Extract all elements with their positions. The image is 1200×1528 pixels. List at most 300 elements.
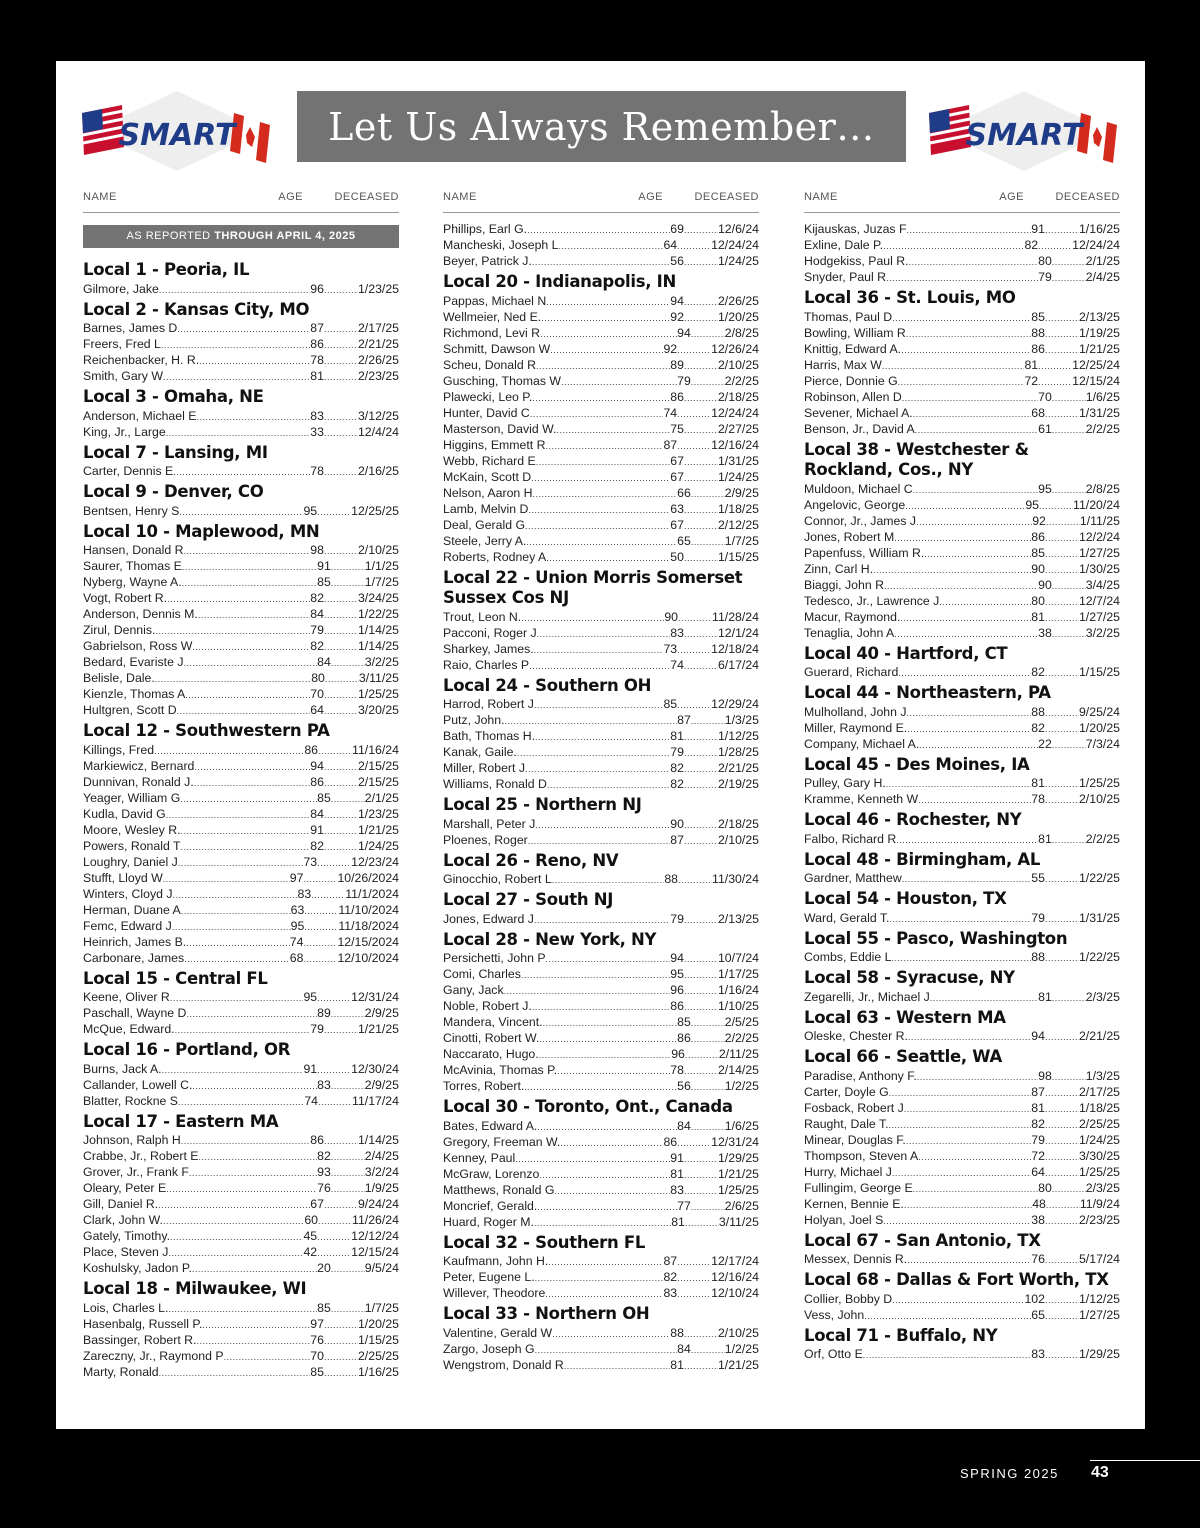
member-age: 84 [677,1341,691,1356]
member-name: Anderson, Michael E [83,408,197,423]
member-name: Phillips, Earl G. [443,222,528,236]
dot-leader [677,1269,711,1285]
dot-leader [521,966,670,982]
dot-leader [547,776,670,792]
member-age: 79 [677,373,691,388]
dot-leader [173,886,298,902]
member-age: 81 [670,1357,684,1372]
footer-season: SPRING 2025 [960,1466,1059,1481]
member-deceased-date: 3/4/25 [1085,577,1120,592]
member-row [443,728,759,744]
member-row [83,806,399,822]
member-row [443,453,759,469]
member-row [443,760,759,776]
local-group [804,889,1120,926]
dot-leader [1045,609,1079,625]
dot-leader [1045,1100,1079,1116]
member-deceased-date: 2/26/25 [717,293,759,308]
dot-leader [163,368,310,384]
dot-leader [546,437,664,453]
member-age: 76 [317,1181,331,1195]
dot-leader [324,606,358,622]
member-row [83,463,399,479]
dot-leader [685,1046,719,1062]
member-row [443,237,759,253]
dot-leader [691,712,725,728]
member-name: Bath, Thomas H. [443,729,536,743]
member-name: Persichetti, John P [443,951,546,965]
member-deceased-date: 1/3/25 [1085,1068,1120,1083]
dot-leader [1045,325,1079,341]
member-row [804,831,1120,847]
member-row [804,1148,1120,1164]
member-deceased-date: 1/29/25 [1078,1347,1120,1361]
local-group [443,1097,759,1230]
member-name: Muldoon, Michael C [804,481,913,496]
member-age: 96 [670,983,684,997]
dot-leader [906,1132,1031,1148]
dot-leader [515,1150,670,1166]
member-age: 79 [1031,910,1045,925]
member-age: 60 [304,1213,319,1227]
member-name: Belisle, Dale. [83,671,155,685]
member-row [804,341,1120,357]
member-name: Gill, Daniel R. [83,1197,159,1211]
member-row [804,357,1120,373]
member-age: 83 [297,886,312,901]
dot-leader [537,1198,677,1214]
dot-leader [182,574,317,590]
member-name: Hurry, Michael J [804,1164,892,1179]
dot-leader [1045,1148,1079,1164]
local-title: Local 3 - Omaha, NE [83,387,264,406]
member-deceased-date: 3/20/25 [357,703,399,717]
local-title: Local 45 - Des Moines, IA [804,754,1030,774]
member-deceased-date: 1/16/25 [1078,222,1120,236]
member-deceased-date: 1/12/25 [717,729,759,743]
dot-leader [1045,1028,1079,1044]
member-row [83,950,399,966]
member-age: 72 [1024,373,1039,388]
dot-leader [892,1164,1031,1180]
dot-leader [181,1132,311,1148]
member-age: 98 [310,543,324,557]
member-row [443,1134,759,1150]
member-row [443,1253,759,1269]
member-name: Robinson, Allen D [804,389,902,404]
dot-leader [1045,1212,1079,1228]
member-deceased-date: 12/7/24 [1078,593,1120,608]
dot-leader [324,590,358,606]
footer-rule [1090,1460,1200,1461]
dot-leader [1038,237,1072,253]
dot-leader [1045,593,1079,609]
member-deceased-date: 2/18/25 [717,816,759,831]
member-name: Bassinger, Robert R. [83,1332,197,1347]
dot-leader [324,822,358,838]
local-title: Local 25 - Northern NJ [443,795,642,814]
member-age: 80 [311,671,325,685]
column-header [804,190,1120,213]
dot-leader [546,549,670,565]
dot-leader [913,1180,1038,1196]
local-group [443,221,759,269]
svg-text:SMART: SMART [965,118,1083,153]
dot-leader [166,806,311,822]
member-age: 82 [670,777,684,791]
dot-leader [331,654,365,670]
dot-leader [318,1093,352,1109]
member-name: Herman, Duane A [83,902,181,917]
dot-leader [543,1014,678,1030]
dot-leader [324,638,358,654]
dot-leader [303,870,337,886]
dot-leader [889,910,1031,926]
local-group [83,969,399,1038]
dot-leader [898,664,1031,680]
member-row [804,989,1120,1005]
member-age: 94 [670,951,684,965]
member-age: 80 [1031,593,1045,608]
member-name: Fosback, Robert J [804,1100,904,1115]
dot-leader [550,341,663,357]
dot-leader [684,744,718,760]
member-deceased-date: 11/26/24 [352,1213,399,1227]
dot-leader [534,1214,671,1230]
member-deceased-date: 1/20/25 [1078,720,1120,735]
local-title: Local 33 - Northern OH [443,1304,650,1323]
member-age: 84 [310,806,324,821]
member-row [804,704,1120,720]
member-age: 42 [303,1245,318,1259]
dot-leader [155,670,311,686]
dot-leader [199,352,310,368]
member-deceased-date: 10/26/2024 [337,870,399,885]
member-name: Kenney, Paul [443,1150,516,1165]
member-row [443,609,759,625]
member-name: Pacconi, Roger J [443,625,537,640]
dot-leader [324,463,358,479]
member-row [83,838,399,854]
dot-leader [189,1164,317,1180]
dot-leader [889,1084,1032,1100]
member-row [83,822,399,838]
local-title: Local 46 - Rochester, NY [804,810,1022,829]
dot-leader [324,622,358,638]
member-deceased-date: 1/6/25 [724,1118,759,1133]
member-row [443,253,759,269]
member-age: 81 [310,369,324,383]
local-title: Local 16 - Portland, OR [83,1040,291,1059]
member-name: Paschall, Wayne D [83,1006,187,1020]
member-deceased-date: 2/9/25 [364,1077,399,1092]
dot-leader [317,1244,351,1260]
member-age: 90 [1031,561,1045,576]
dot-leader [534,641,664,657]
member-name: Ward, Gerald T. [804,910,890,925]
local-title: Local 7 - Lansing, MI [83,442,268,462]
dot-leader [526,533,677,549]
member-deceased-date: 12/25/25 [351,503,399,518]
member-deceased-date: 1/21/25 [717,1166,759,1181]
dot-leader [178,1093,304,1109]
dot-leader [559,237,664,253]
member-deceased-date: 2/10/25 [1078,792,1120,806]
member-row [804,513,1120,529]
member-deceased-date: 1/14/25 [357,639,399,653]
member-row [83,1364,399,1380]
member-deceased-date: 2/21/25 [717,761,759,775]
member-age: 64 [310,703,324,717]
local-title: Local 17 - Eastern MA [83,1111,279,1131]
member-age: 69 [670,222,684,236]
member-name: Dunnivan, Ronald J. [83,774,194,789]
member-deceased-date: 1/28/25 [717,745,759,759]
member-deceased-date: 2/23/25 [1078,1212,1120,1227]
dot-leader [1046,1196,1080,1212]
dot-leader [1045,561,1079,577]
dot-leader [684,1325,718,1341]
member-deceased-date: 2/1/25 [364,790,399,805]
member-deceased-date: 1/14/25 [357,1133,399,1147]
member-age: 94 [677,325,691,340]
member-name: Harrod, Robert J [443,697,534,711]
dot-leader [324,368,358,384]
member-name: Company, Michael A. [804,736,920,751]
local-group [443,795,759,848]
dot-leader [185,686,310,702]
dot-leader [892,309,1031,325]
dot-leader [677,341,711,357]
member-age: 81 [1038,989,1052,1004]
page-number: 43 [1091,1464,1109,1481]
dot-leader [560,1134,663,1150]
member-name: Collier, Bobby D [804,1291,893,1306]
member-row [83,758,399,774]
dot-leader [1045,949,1079,965]
dot-leader [331,1300,365,1316]
dot-leader [181,838,311,854]
member-row [804,1084,1120,1100]
local-title: Local 55 - Pasco, Washington [804,928,1068,948]
dot-leader [324,408,358,424]
dot-leader [1045,1164,1079,1180]
member-row [804,529,1120,545]
dot-leader [167,590,310,606]
member-name: Carter, Doyle G [804,1084,889,1099]
dot-leader [324,320,358,336]
member-name: Moore, Wesley R. [83,822,181,837]
member-deceased-date: 2/8/25 [724,325,759,340]
member-row [804,1164,1120,1180]
member-deceased-date: 1/7/25 [724,533,759,548]
member-row [83,336,399,352]
member-name: Winters, Cloyd J [83,886,173,901]
member-deceased-date: 12/24/24 [711,405,759,420]
member-row [443,816,759,832]
dot-leader [1052,625,1086,641]
member-deceased-date: 2/3/25 [1085,1180,1120,1195]
member-deceased-date: 2/1/25 [1085,254,1120,268]
dot-leader [900,609,1031,625]
member-row [83,1005,399,1021]
member-age: 20 [317,1261,331,1275]
member-row [83,542,399,558]
member-row [443,950,759,966]
member-name: Matthews, Ronald G [443,1182,555,1197]
member-deceased-date: 12/29/24 [711,697,759,711]
member-row [83,606,399,622]
member-name: Bentsen, Henry S [83,503,180,518]
dot-leader [517,744,670,760]
member-deceased-date: 12/6/24 [717,222,759,236]
dot-leader [529,657,670,673]
dot-leader [684,357,718,373]
dot-leader [918,1148,1031,1164]
dot-leader [192,1077,317,1093]
member-row [804,1291,1120,1307]
member-name: Callander, Lowell C. [83,1077,193,1092]
member-deceased-date: 1/15/25 [717,549,759,564]
dot-leader [528,832,671,848]
member-name: Messex, Dennis R. [804,1252,908,1266]
member-age: 82 [1031,720,1045,735]
member-name: Macur, Raymond. [804,609,901,624]
dot-leader [924,545,1031,561]
member-age: 87 [663,1254,678,1268]
local-title: Local 71 - Buffalo, NY [804,1325,998,1345]
member-age: 82 [310,591,324,605]
dot-leader [224,1348,311,1364]
member-name: Smith, Gary W [83,369,163,383]
dot-leader [917,1068,1038,1084]
dot-leader [324,424,358,440]
member-age: 86 [1031,341,1045,356]
dot-leader [913,481,1038,497]
dot-leader [1045,704,1079,720]
dot-leader [1045,1307,1079,1323]
member-age: 93 [317,1165,331,1179]
dot-leader [541,309,670,325]
member-age: 90 [664,609,679,624]
dot-leader [684,1062,718,1078]
member-row [804,609,1120,625]
member-deceased-date: 2/2/25 [724,1031,759,1045]
member-row [83,670,399,686]
member-age: 87 [663,437,678,452]
member-name: Pulley, Gary H. [804,776,886,790]
dot-leader [324,1348,358,1364]
local-group [804,683,1120,752]
member-age: 85 [1031,545,1045,560]
local-group [804,440,1120,641]
member-deceased-date: 1/20/25 [357,1316,399,1331]
dot-leader [192,1260,317,1276]
member-row [83,854,399,870]
member-age: 82 [310,838,324,853]
member-deceased-date: 1/25/25 [357,687,399,701]
member-age: 94 [310,758,324,773]
member-deceased-date: 1/21/25 [1078,341,1120,356]
member-name: Comi, Charles [443,967,521,981]
member-row [83,622,399,638]
canada-flag-icon [230,113,270,163]
dot-leader [182,558,317,574]
dot-leader [691,1198,725,1214]
member-age: 92 [670,309,684,324]
member-row [83,1180,399,1196]
member-age: 48 [1032,1196,1046,1211]
dot-leader [331,790,365,806]
member-age: 95 [303,503,318,518]
member-deceased-date: 11/18/2024 [338,918,399,933]
member-deceased-date: 1/25/25 [1078,1164,1120,1179]
dot-leader [537,1118,677,1134]
member-name: Stufft, Lloyd W [83,870,163,885]
dot-leader [525,760,670,776]
dot-leader [882,357,1025,373]
member-age: 85 [310,1364,324,1379]
dot-leader [181,822,311,838]
member-row [83,1300,399,1316]
dot-leader [684,293,718,309]
member-age: 87 [670,832,684,847]
dot-leader [896,831,1038,847]
member-age: 82 [663,1270,678,1284]
member-row [83,1148,399,1164]
member-deceased-date: 1/22/25 [1078,871,1120,885]
header-deceased: DECEASED [1055,191,1120,203]
member-deceased-date: 1/11/25 [1079,513,1120,528]
member-name: Peter, Eugene L. [443,1270,535,1284]
dot-leader [684,982,718,998]
dot-leader [1045,910,1079,926]
dot-leader [166,1180,317,1196]
member-name: Exline, Dale P. [804,238,884,252]
member-row [83,1260,399,1276]
dot-leader [919,736,1038,752]
member-age: 22 [1038,736,1052,751]
local-group [83,260,399,297]
member-deceased-date: 10/7/24 [717,951,759,965]
member-name: Connor, Jr., James J [804,513,917,528]
member-name: McQue, Edward. [83,1022,175,1036]
member-name: Marty, Ronald [83,1364,159,1379]
local-group [443,676,759,793]
member-age: 68 [289,950,304,965]
member-row [804,664,1120,680]
local-group [443,890,759,927]
member-deceased-date: 1/23/25 [357,806,399,821]
dot-leader [528,501,670,517]
local-title: Local 32 - Southern FL [443,1232,646,1252]
member-age: 76 [1031,1252,1045,1266]
member-row [804,1307,1120,1323]
member-deceased-date: 1/31/25 [717,453,759,468]
dot-leader [324,1021,358,1037]
dot-leader [324,281,358,297]
dot-leader [324,702,358,718]
member-age: 95 [303,990,318,1004]
member-name: Thompson, Steven A [804,1148,919,1163]
member-age: 33 [310,424,324,439]
member-name: Sevener, Michael A. [804,405,913,420]
member-age: 56 [670,254,684,268]
member-deceased-date: 1/24/25 [357,838,399,853]
member-deceased-date: 12/10/24 [711,1286,759,1300]
member-age: 91 [303,1061,318,1076]
local-title: Local 12 - Southwestern PA [83,721,330,740]
